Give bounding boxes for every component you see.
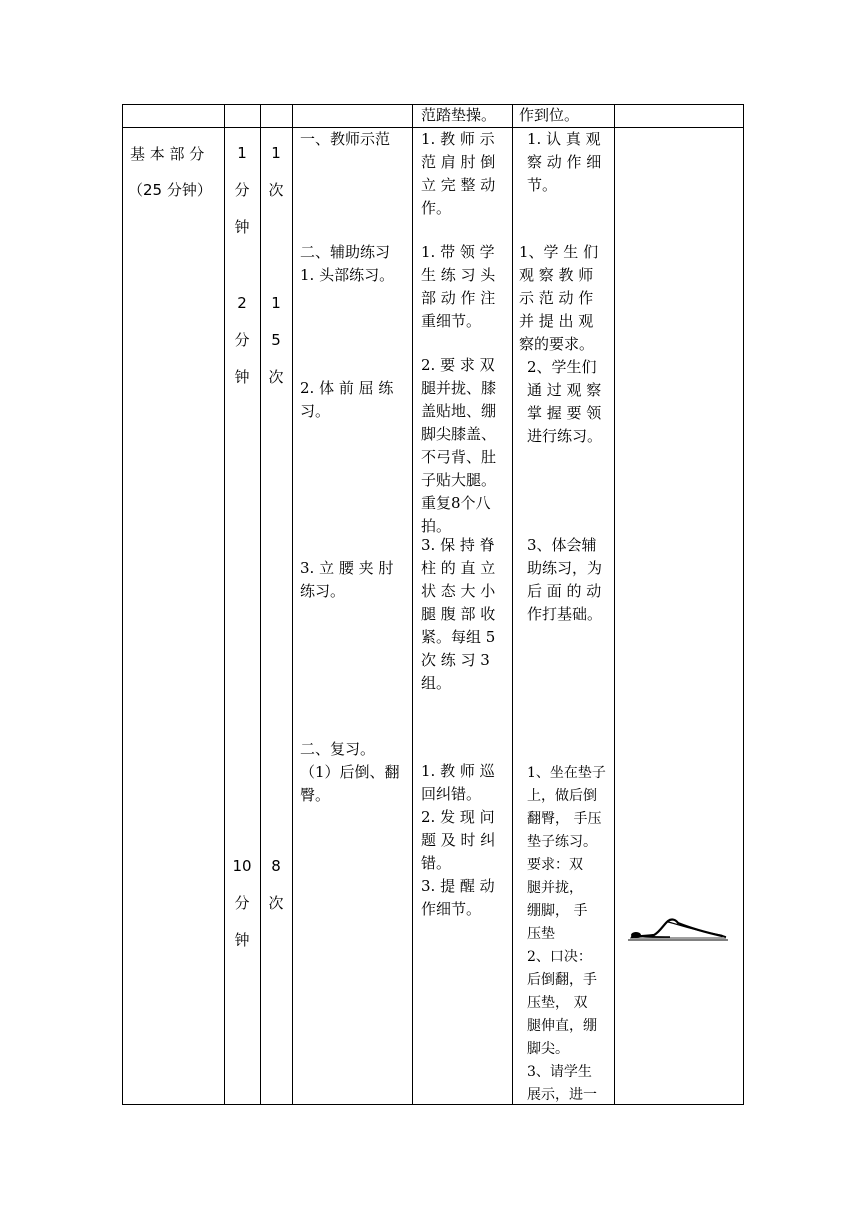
teacher-line: 范 肩 肘 倒 <box>421 153 496 171</box>
student-line: 掌 握 要 领 <box>527 404 602 422</box>
time-block-2 <box>227 285 257 396</box>
student-line: 并 提 出 观 <box>519 312 594 330</box>
top-row-student-text: 作到位。 <box>519 106 580 124</box>
teacher-block-3 <box>421 354 507 538</box>
teacher-line: 盖贴地、绷 <box>421 402 497 420</box>
reps-value: 8 <box>271 857 281 875</box>
student-line: 垫子练习。 <box>527 834 597 850</box>
content-block-4 <box>300 557 408 603</box>
content-line: 练习。 <box>300 582 346 600</box>
student-block-2 <box>519 241 611 448</box>
student-line: 作打基础。 <box>527 605 603 623</box>
col-divider-3 <box>292 104 293 1105</box>
teacher-line: 脚尖膝盖、 <box>421 425 497 443</box>
section-duration: （25 分钟） <box>128 181 212 199</box>
student-line: 察 动 作 细 <box>527 153 602 171</box>
teacher-line: 不弓背、肚 <box>421 448 497 466</box>
top-row-teacher-text: 范踏垫操。 <box>421 106 497 124</box>
teacher-line: 重细节。 <box>421 312 482 330</box>
student-block-3 <box>527 534 611 626</box>
teacher-block-2 <box>421 241 507 333</box>
content-block-1 <box>300 128 408 151</box>
teacher-line: 2. 要 求 双 <box>421 356 495 374</box>
time-value: 1 <box>237 144 247 162</box>
teacher-line: 状 态 大 小 <box>421 582 496 600</box>
reps-block-3 <box>261 848 291 922</box>
student-line: 助练习，为 <box>527 559 603 577</box>
teacher-line: 2. 发 现 问 <box>421 808 495 826</box>
student-line: 翻臀， 手压 <box>527 811 602 827</box>
table-right-border <box>743 104 744 1105</box>
teacher-line: 子贴大腿。 <box>421 471 497 489</box>
teacher-block-4 <box>421 534 507 695</box>
teacher-line: 作。 <box>421 199 452 217</box>
section-title: 基 本 部 分 <box>130 145 205 163</box>
student-line: 节。 <box>527 176 558 194</box>
student-line: 后倒翻，手 <box>527 972 597 988</box>
student-line: 1. 认 真 观 <box>527 130 601 148</box>
student-line: 要求：双 <box>527 857 583 873</box>
reps-block-1 <box>261 135 291 209</box>
student-line: 绷脚， 手 <box>527 903 588 919</box>
teacher-line: 次 练 习 3 <box>421 651 490 669</box>
teacher-line: 生 练 习 头 <box>421 266 496 284</box>
table-bottom-border <box>122 1104 744 1105</box>
teacher-block-1 <box>421 128 507 220</box>
content-line: 二、复习。 <box>300 740 376 758</box>
time-value: 2 <box>237 294 247 312</box>
teacher-line: 1. 教 师 示 <box>421 130 495 148</box>
teacher-block-5 <box>421 760 507 921</box>
time-unit: 钟 <box>234 931 250 949</box>
col-divider-1 <box>224 104 225 1105</box>
student-line: 压垫 <box>527 926 555 942</box>
content-line: 习。 <box>300 402 331 420</box>
teacher-line: 作细节。 <box>421 900 482 918</box>
student-line: 1、坐在垫子 <box>527 765 606 781</box>
table-left-border <box>122 104 123 1105</box>
time-value: 10 <box>232 857 252 875</box>
student-line: 脚尖。 <box>527 1041 569 1057</box>
teacher-line: 柱 的 直 立 <box>421 559 496 577</box>
content-block-2 <box>300 241 408 287</box>
col-divider-2 <box>260 104 261 1105</box>
student-line: 压垫， 双 <box>527 995 588 1011</box>
time-unit: 钟 <box>234 218 250 236</box>
reps-unit: 次 <box>268 368 284 386</box>
reps-value: 1 <box>271 294 281 312</box>
reps-unit: 次 <box>268 181 284 199</box>
content-line: 1. 头部练习。 <box>300 266 395 284</box>
reps-value: 1 <box>271 144 281 162</box>
teacher-line: 错。 <box>421 854 452 872</box>
teacher-line: 立 完 整 动 <box>421 176 496 194</box>
teacher-line: 重复8个八 <box>421 494 491 512</box>
col-divider-4 <box>412 104 413 1105</box>
time-unit: 分 <box>234 331 250 349</box>
content-block-5 <box>300 738 408 807</box>
student-line: 2、口决： <box>527 949 592 965</box>
reps-value: 5 <box>271 331 281 349</box>
teacher-line: 1. 带 领 学 <box>421 243 495 261</box>
teacher-line: 3. 保 持 脊 <box>421 536 495 554</box>
content-line: 臀。 <box>300 786 331 804</box>
student-line: 3、请学生 <box>527 1064 592 1080</box>
student-line: 通 过 观 察 <box>527 381 602 399</box>
time-unit: 钟 <box>234 368 250 386</box>
teacher-line: 腿并拢、膝 <box>421 379 497 397</box>
student-line: 示 范 动 作 <box>519 289 594 307</box>
student-block-4 <box>527 762 613 1107</box>
content-line: （1）后倒、翻 <box>300 763 400 781</box>
teacher-line: 腿 腹 部 收 <box>421 605 496 623</box>
teacher-line: 回纠错。 <box>421 785 482 803</box>
time-unit: 分 <box>234 894 250 912</box>
reps-unit: 次 <box>268 894 284 912</box>
teacher-line: 紧。每组 5 <box>421 628 496 646</box>
teacher-line: 组。 <box>421 674 452 692</box>
teacher-line: 题 及 时 纠 <box>421 831 496 849</box>
student-line: 腿并拢， <box>527 880 583 896</box>
student-line: 后 面 的 动 <box>527 582 602 600</box>
student-line: 察的要求。 <box>519 335 595 353</box>
col-divider-5 <box>512 104 513 1105</box>
teacher-line: 部 动 作 注 <box>421 289 496 307</box>
student-line: 展示，进一 <box>527 1087 597 1103</box>
content-block-3 <box>300 377 408 423</box>
time-block-1 <box>227 135 257 246</box>
student-line: 2、学生们 <box>527 358 597 376</box>
teacher-line: 拍。 <box>421 517 452 535</box>
content-line: 一、教师示范 <box>300 130 391 148</box>
student-line: 观 察 教 师 <box>519 266 594 284</box>
teacher-line: 1. 教 师 巡 <box>421 762 495 780</box>
student-line: 进行练习。 <box>527 427 603 445</box>
teacher-line: 3. 提 醒 动 <box>421 877 495 895</box>
student-line: 上，做后倒 <box>527 788 597 804</box>
content-line: 二、辅助练习 <box>300 243 391 261</box>
content-line: 3. 立 腰 夹 肘 <box>300 559 394 577</box>
time-unit: 分 <box>234 181 250 199</box>
reps-block-2 <box>261 285 291 396</box>
time-block-3 <box>227 848 257 959</box>
student-block-1 <box>527 128 611 197</box>
content-line: 2. 体 前 屈 练 <box>300 379 394 397</box>
student-line: 1、学 生 们 <box>519 243 599 261</box>
plough-pose-figure-icon <box>626 914 730 946</box>
col-divider-6 <box>614 104 615 1105</box>
student-line: 腿伸直，绷 <box>527 1018 597 1034</box>
student-line: 3、体会辅 <box>527 536 597 554</box>
